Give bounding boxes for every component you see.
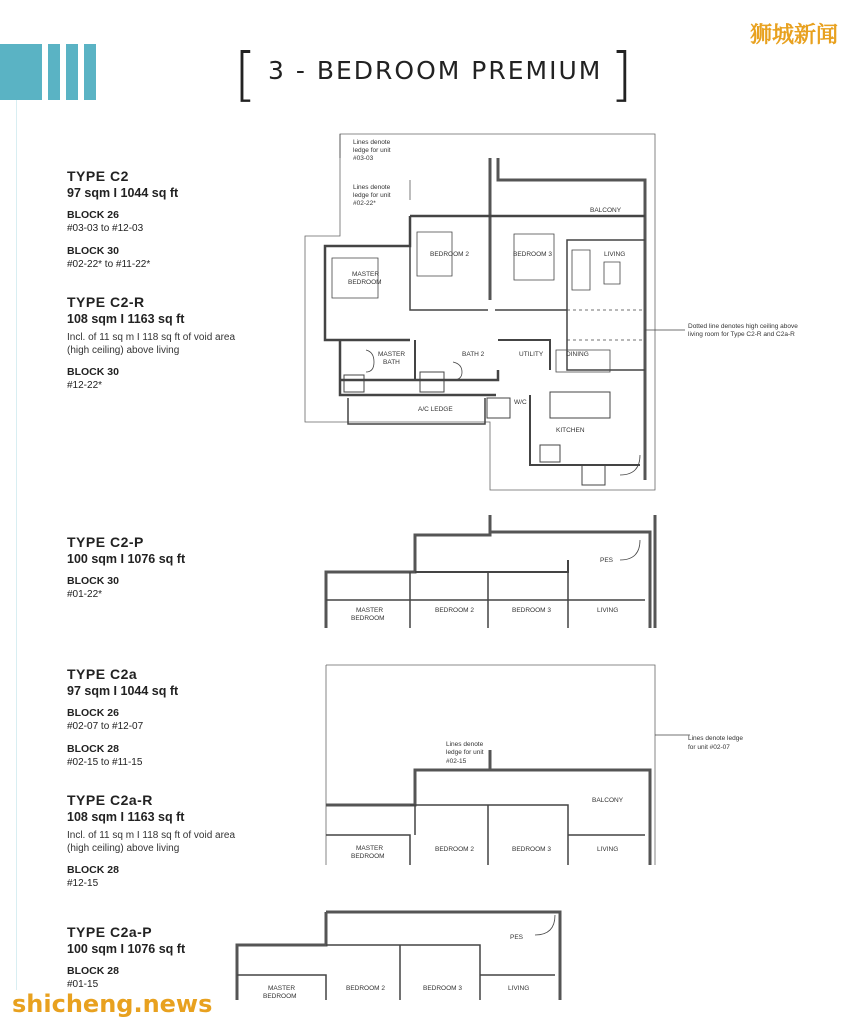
type-name: TYPE C2a [67, 666, 138, 682]
type-name: TYPE C2 [67, 168, 129, 184]
plan-room-label: MASTER [268, 985, 296, 992]
plan-room-label: BEDROOM 3 [423, 985, 463, 992]
plan-room-label: living room for Type C2-R and C2a-R [688, 331, 795, 338]
type-size: 108 sqm I 1163 sq ft [67, 312, 185, 326]
block-info: BLOCK 26 #02-07 to #12-07 [67, 707, 144, 732]
type-name: TYPE C2a-R [67, 792, 153, 808]
plan-room-label: BEDROOM [263, 993, 297, 1000]
plan-room-label: BEDROOM 3 [512, 607, 552, 614]
plan-room-label: Lines denote [353, 139, 391, 146]
plan-room-label: MASTER [356, 845, 384, 852]
block-info: BLOCK 28 #02-15 to #11-15 [67, 743, 143, 768]
plan-room-label: BEDROOM 2 [435, 607, 475, 614]
block-info: BLOCK 28 #12-15 [67, 864, 119, 889]
plan-room-label: for unit #02-07 [688, 744, 730, 751]
block-info: BLOCK 28 #01-15 [67, 965, 119, 990]
plan-room-label: LIVING [597, 846, 619, 853]
type-name: TYPE C2a-P [67, 924, 153, 940]
plan-room-label: BATH 2 [462, 351, 485, 358]
type-note: Incl. of 11 sq m I 118 sq ft of void area (high ceiling) above living [67, 332, 236, 356]
plan-room-label: BEDROOM 2 [346, 985, 386, 992]
plan-room-label: #02-22* [353, 200, 376, 207]
plan-room-label: UTILITY [519, 351, 544, 358]
type-name: TYPE C2-P [67, 534, 144, 550]
block-info: BLOCK 26 #03-03 to #12-03 [67, 209, 144, 234]
plan-room-label: ledge for unit [446, 749, 484, 756]
plan-room-label: #02-15 [446, 758, 467, 765]
plan-room-label: Dotted line denotes high ceiling above [688, 323, 798, 330]
plan-room-label: ledge for unit [353, 192, 391, 199]
plan-room-label: BALCONY [590, 207, 622, 214]
plan-room-label: KITCHEN [556, 427, 585, 434]
plan-room-label: #03-03 [353, 155, 374, 162]
page-title: 3 - BEDROOM PREMIUM [268, 56, 603, 85]
plan-room-label: BEDROOM 3 [512, 846, 552, 853]
plan-room-label: Lines denote ledge [688, 735, 743, 742]
plan-room-label: LIVING [597, 607, 619, 614]
plan-room-label: ledge for unit [353, 147, 391, 154]
plan-room-label: MASTER [378, 351, 406, 358]
plan-room-label: Lines denote [353, 184, 391, 191]
plan-room-label: MASTER [356, 607, 384, 614]
plan-room-label: PES [510, 934, 524, 941]
plan-room-label: PES [600, 557, 614, 564]
watermark-logo-en: shicheng.news [12, 990, 213, 1018]
type-name: TYPE C2-R [67, 294, 145, 310]
plan-room-label: A/C LEDGE [418, 406, 453, 413]
block-info: BLOCK 30 #01-22* [67, 575, 119, 600]
title-bracket-open: [ [234, 40, 257, 108]
plan-room-label: DINING [566, 351, 589, 358]
plan-room-label: BATH [383, 359, 400, 366]
plan-room-label: MASTER [352, 271, 380, 278]
plan-room-label: Lines denote [446, 741, 484, 748]
block-info: BLOCK 30 #12-22* [67, 366, 119, 391]
type-note: Incl. of 11 sq m I 118 sq ft of void area (high ceiling) above living [67, 830, 236, 854]
watermark-logo-cn: 狮城新闻 [749, 23, 838, 48]
block-info: BLOCK 30 #02-22* to #11-22* [67, 245, 151, 270]
plan-room-label: BEDROOM [348, 279, 382, 286]
plan-room-label: LIVING [604, 251, 626, 258]
plan-room-label: BEDROOM 2 [435, 846, 475, 853]
plan-room-label: LIVING [508, 985, 530, 992]
type-size: 97 sqm I 1044 sq ft [67, 684, 179, 698]
plan-room-label: BEDROOM 2 [430, 251, 470, 258]
plan-room-label: BEDROOM [351, 615, 385, 622]
type-size: 97 sqm I 1044 sq ft [67, 186, 179, 200]
plan-room-label: BEDROOM [351, 853, 385, 860]
plan-room-label: BALCONY [592, 797, 624, 804]
type-size: 108 sqm I 1163 sq ft [67, 810, 185, 824]
title-bracket-close: ] [610, 40, 633, 108]
floorplan-c2a [326, 665, 690, 865]
type-size: 100 sqm I 1076 sq ft [67, 942, 186, 956]
plan-room-label: W/C [514, 399, 527, 406]
type-size: 100 sqm I 1076 sq ft [67, 552, 186, 566]
plan-room-label: BEDROOM 3 [513, 251, 553, 258]
